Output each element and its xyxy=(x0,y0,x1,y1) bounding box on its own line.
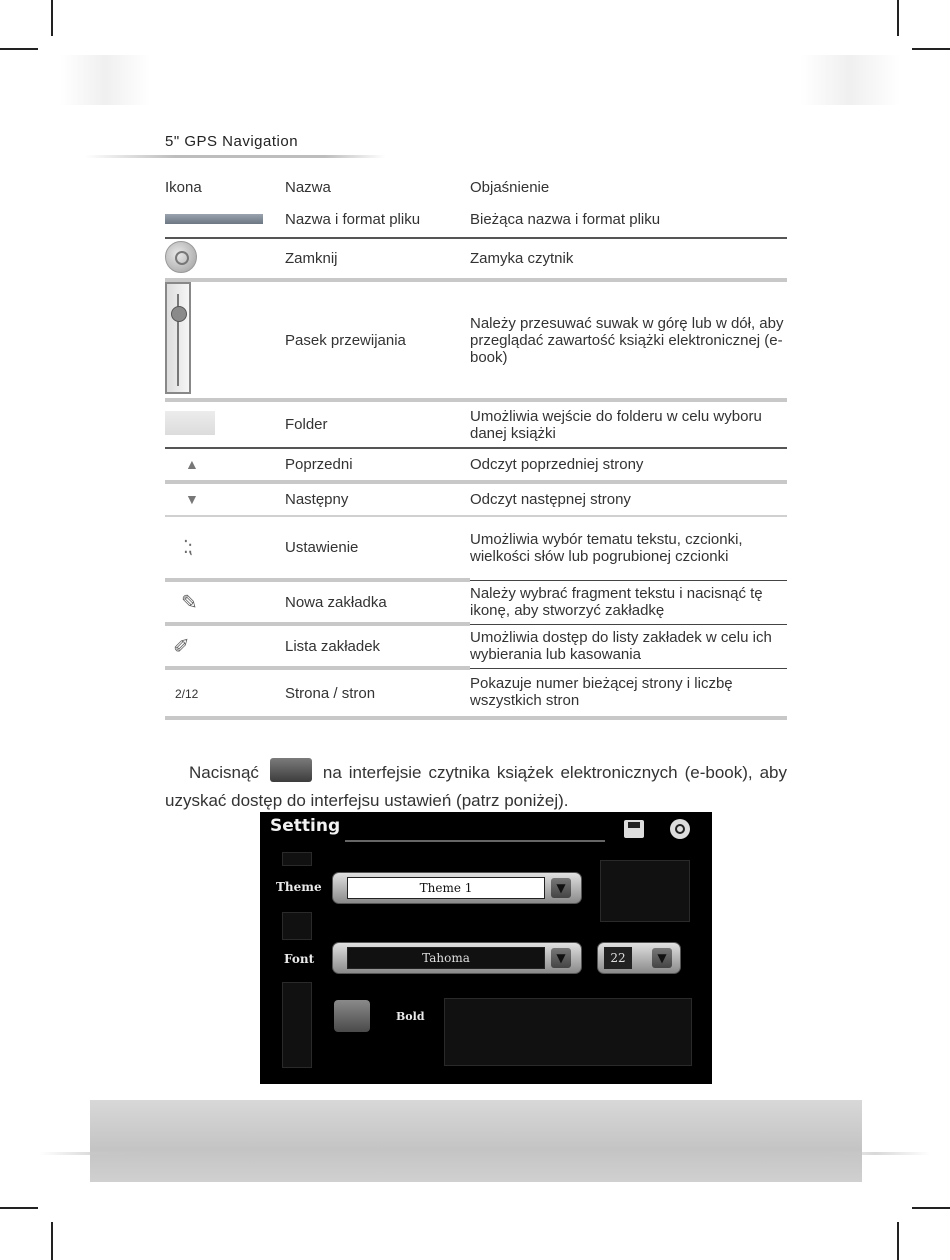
close-reader-icon xyxy=(165,241,197,273)
bleed-shadow xyxy=(800,55,900,105)
footer-band xyxy=(90,1100,862,1182)
crop-mark xyxy=(912,48,950,50)
theme-select[interactable] xyxy=(332,872,582,904)
row-desc: Bieżąca nazwa i format pliku xyxy=(470,202,787,238)
paragraph-text-before: Nacisnąć xyxy=(189,763,259,782)
folder-icon xyxy=(165,411,215,435)
footer-line xyxy=(40,1152,150,1155)
font-size-select[interactable] xyxy=(597,942,681,974)
bleed-shadow xyxy=(60,55,150,105)
row-name: Pasek przewijania xyxy=(285,280,470,400)
bookmark-list-icon: ✐ xyxy=(173,635,190,658)
font-size-value: 22 xyxy=(604,947,632,969)
close-icon[interactable] xyxy=(670,819,690,839)
setting-screenshot xyxy=(260,812,712,1084)
blank-panel xyxy=(282,852,312,866)
chevron-down-icon[interactable]: ▼ xyxy=(551,948,571,968)
page-number-icon: 2/12 xyxy=(175,686,199,701)
row-name: Strona / stron xyxy=(285,668,470,718)
table-row xyxy=(165,516,787,580)
title-rule xyxy=(345,840,605,842)
icon-table xyxy=(165,172,787,720)
table-row xyxy=(165,448,787,482)
chevron-down-icon[interactable]: ▼ xyxy=(652,948,672,968)
page-header: 5" GPS Navigation xyxy=(165,133,299,150)
previous-arrow-icon: ▲ xyxy=(185,456,199,472)
row-desc: Umożliwia wybór tematu tekstu, czcionki, wielkości słów lub pogrubionej czcionki xyxy=(470,516,787,580)
scrollbar-icon xyxy=(165,282,191,394)
theme-value: Theme 1 xyxy=(347,877,545,899)
crop-mark xyxy=(51,0,53,36)
column-header: Objaśnienie xyxy=(470,178,550,196)
table-row xyxy=(165,482,787,516)
table-row xyxy=(165,624,787,668)
column-header: Ikona xyxy=(165,178,202,196)
font-select[interactable] xyxy=(332,942,582,974)
column-header: Nazwa xyxy=(285,178,331,196)
header-rule xyxy=(85,155,385,158)
save-icon[interactable] xyxy=(624,820,644,838)
row-name: Zamknij xyxy=(285,238,470,280)
table-row xyxy=(165,202,787,238)
row-name: Folder xyxy=(285,400,470,448)
blank-panel xyxy=(282,912,312,940)
font-preview xyxy=(444,998,692,1066)
table-row xyxy=(165,238,787,280)
blank-panel xyxy=(282,982,312,1068)
table-row xyxy=(165,580,787,624)
table-header-row xyxy=(165,172,787,202)
row-name: Poprzedni xyxy=(285,448,470,482)
row-name: Następny xyxy=(285,482,470,516)
footer-line xyxy=(820,1152,930,1155)
row-desc: Zamyka czytnik xyxy=(470,238,787,280)
row-name: Lista zakładek xyxy=(285,624,470,668)
new-bookmark-icon: ✎ xyxy=(181,591,198,614)
settings-icon: ⁚⁏ xyxy=(183,537,191,557)
chevron-down-icon[interactable]: ▼ xyxy=(551,878,571,898)
crop-mark xyxy=(897,0,899,36)
setting-title: Setting xyxy=(270,816,341,836)
row-desc: Odczyt poprzedniej strony xyxy=(470,448,787,482)
instruction-paragraph xyxy=(165,758,787,815)
file-name-bar-icon xyxy=(165,214,263,224)
crop-mark xyxy=(0,1207,38,1209)
theme-label: Theme xyxy=(276,880,322,894)
crop-mark xyxy=(51,1222,53,1260)
row-name: Nowa zakładka xyxy=(285,580,470,624)
table-row xyxy=(165,400,787,448)
next-arrow-icon: ▼ xyxy=(185,491,199,507)
row-desc: Należy wybrać fragment tekstu i nacisnąć tę ikonę, aby stworzyć zakładkę xyxy=(470,580,787,624)
row-desc: Umożliwia wejście do folderu w celu wyboru danej książki xyxy=(470,400,787,448)
font-label: Font xyxy=(284,952,315,966)
bold-label: Bold xyxy=(396,1010,425,1023)
row-desc: Umożliwia dostęp do listy zakładek w celu ich wybierania lub kasowania xyxy=(470,624,787,668)
row-desc: Pokazuje numer bieżącej strony i liczbę wszystkich stron xyxy=(470,668,787,718)
row-desc: Odczyt następnej strony xyxy=(470,482,787,516)
table-row xyxy=(165,280,787,400)
crop-mark xyxy=(897,1222,899,1260)
row-desc: Należy przesuwać suwak w górę lub w dół, aby przeglądać zawartość książki elektronicznej (e-book) xyxy=(470,280,787,400)
crop-mark xyxy=(912,1207,950,1209)
paragraph-text-after: na interfejsie czytnika książek elektronicznych (e-book), aby uzyskać dostęp do interfejsu ustawień (patrz poniżej). xyxy=(165,763,787,810)
font-value: Tahoma xyxy=(347,947,545,969)
crop-mark xyxy=(0,48,38,50)
row-name: Ustawienie xyxy=(285,516,470,580)
table-row xyxy=(165,668,787,718)
theme-preview xyxy=(600,860,690,922)
row-name: Nazwa i format pliku xyxy=(285,202,470,238)
bold-checkbox[interactable] xyxy=(334,1000,370,1032)
settings-inline-icon xyxy=(270,758,312,782)
